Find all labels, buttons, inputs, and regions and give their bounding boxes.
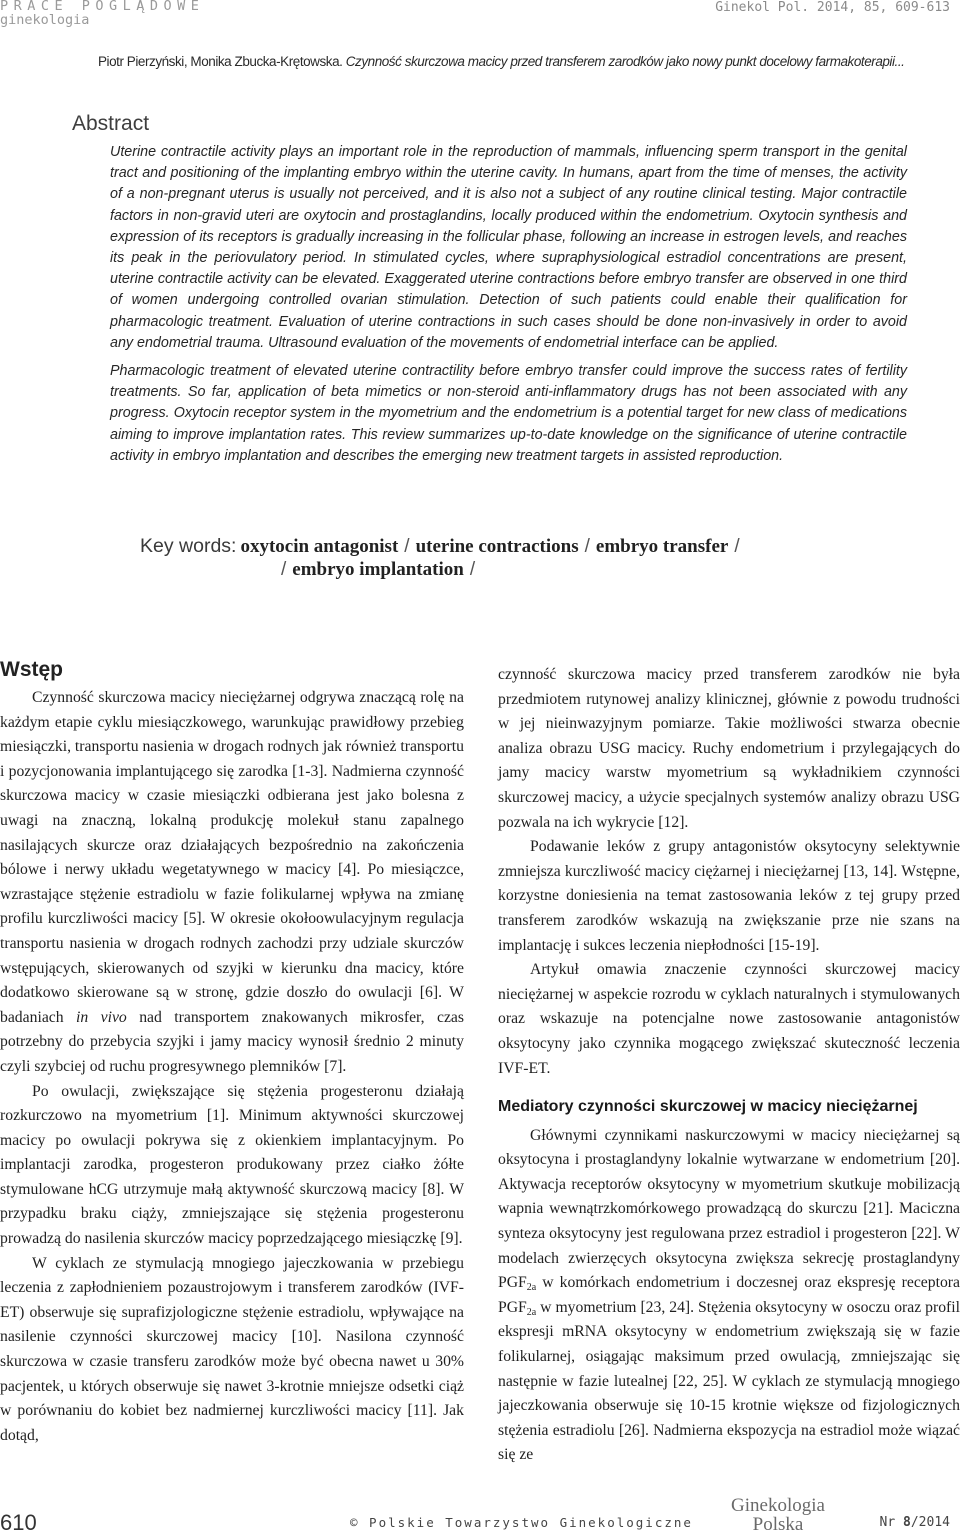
abstract-body <box>110 142 907 467</box>
body-paragraph: Po owulacji, zwiększające się stężenia progesteronu działają rozkurczowo na myometrium [1]. Minimum aktywności skurczowej macicy po owulacji pokrywa się z okienkiem implantacyjnym. Po implantacji zarodka, progesteron produkowany przez ciałko żółte stymulowane hCG utrzymuje małą aktywność skurczową macicy [8]. W przypadku braku ciąży, zmniejszające się stężenia progesteronu prowadzą do nasilenia skurczów macicy poprzedzającego miesiączkę [9]. <box>0 1082 464 1248</box>
subscript: 2a <box>526 1282 537 1294</box>
keyword-term: embryo implantation <box>292 559 464 580</box>
body-paragraph <box>498 1124 960 1468</box>
keyword-term: oxytocin antagonist <box>240 536 399 557</box>
running-header-title: Czynność skurczowa macicy przed transferem zarodków jako nowy punkt docelowy farmakoterapii... <box>342 54 905 69</box>
issue-number <box>880 1515 950 1530</box>
body-paragraph: czynność skurczowa macicy przed transferem zarodków nie była przedmiotem rutynowej analizy klinicznej, głównie z powodu trudności w jej nieinwazyjnym pomiarze. Takie możliwości stwarza obecnie analiza obrazu USG macicy. Ruchy endometrium i przylegających do jamy macicy warstw myometrium są wykładnikiem czynności skurczowej macicy, a użycie specjalnych systemów analizy obrazu USG pozwala na ich wykrycie [12]. <box>498 666 960 831</box>
logo-line: Polska <box>752 1514 804 1535</box>
abstract-paragraph: Pharmacologic treatment of elevated uterine contractility before embryo transfer could improve the success rates of fertility treatments. So far, application of beta mimetics or non-steroid anti-inflammatory drugs has not been associated with any progress. Oxytocin receptor system in the myometrium and the endometrium is a potential target for new class of medications aiming to improve implantation rates. This review summarizes up-to-date knowledge on the significance of uterine contractile activity in embryo implantation and describes the emerging new treatment targets in assisted reproduction. <box>110 363 907 464</box>
body-text: w komórkach endometrium i doczesnej oraz ekspresję receptora PGF <box>498 1274 960 1316</box>
keyword-separator: / <box>584 536 590 557</box>
running-header-authors: Piotr Pierzyński, Monika Zbucka-Krętowska. <box>98 54 343 69</box>
body-text: w myometrium [23, 24]. Stężenia oksytocyny w osoczu oraz profil ekspresji mRNA oksytocyny w endometrium zwiększają się w fazie folikularnej, osiągając maksimum przed owulacją, zmniejszając się następnie w fazie lutealnej [22, 25]. W cyklach ze stymulacją mnogiego jajeczkowania obserwuje się 10-15 krotnie większe od fizjologicznych stężenia estradiolu [26]. Nadmierna ekspozycja na estradiol może wiązać się ze <box>498 1298 960 1464</box>
body-text: Czynność skurczowa macicy nieciężarnej odgrywa znaczącą rolę na każdym etapie cyklu miesiączkowego, warunkując prawidłowy przebieg miesiączki, transportu nasienia w drogach rodnych jak również transportu i pozycjonowania implantującego się zarodka [1-3]. Nadmierna czynność skurczowa macicy w czasie miesiączki odbierana jest jako bolesna z uwagi na znaczną, lokalną produkcję molekuł stanu zapalnego nasilających skurcze oraz działających bezpośrednio na zakończenia bólowe i nerwy układu wegetatywnego w macicy [4]. Po miesiączce, wzrastające stężenie estradiolu w fazie folikularnej wpływa na zmianę profilu kurczliwości macicy [5]. W okresie okołoowulacyjnym regulacja transportu nasienia w drogach rodnych zachodzi przy udziale skurczów wstępujących, skierowanych od szyjki w kierunku dna macicy, które dodatkowo skierowane są w stronę, gdzie doszło do owulacji [6]. W badaniach <box>0 689 464 1026</box>
journal-label: ginekologia <box>0 12 90 28</box>
body-text-italic: in vivo <box>76 1008 127 1026</box>
issue-number-value: 8 <box>903 1515 911 1530</box>
right-column <box>498 663 960 1468</box>
running-header <box>98 54 958 69</box>
body-paragraph: Podawanie leków z grupy antagonistów oksytocyny selektywnie zmniejsza kurczliwość macicy ciężarnej i nieciężarnej [13, 14]. Wstępne, korzystne doniesienia na temat zastosowania leków z tej grupy przed transferem zarodków wskazują na zwiększanie prze nie szans na implantację i sukces leczenia niepłodności [15-19]. <box>498 838 960 954</box>
subscript: 2a <box>526 1306 537 1318</box>
section-heading-introduction: Wstęp <box>0 658 63 681</box>
abstract-paragraph: Uterine contractile activity plays an important role in the reproduction of mammals, influencing sperm transport in the genital tract and positioning of the implanting embryo within the uterine cavity. In humans, apart from the time of menses, the activity of a non-pregnant uterus is usually not perceived, and it is also not a subject of any routine clinical testing. Major contractile factors in non-gravid uteri are oxytocin and prostaglandins, locally produced within the endometrium. Oxytocin synthesis and expression of its receptors is gradually increasing in the follicular phase, following an increase in estrogen levels, and reaches its peak in the periovulatory period. In stimulated cycles, where supraphysiological estradiol concentrations are present, uterine contractile activity can be elevated. Exaggerated uterine contractions before embryo transfer are observed in one third of women undergoing controlled ovarian stimulation. Detection of such patients could enable their qualification for pharmacologic treatment. Evaluation of uterine contractions in such cases should be done non-invasively in order to avoid any endometrial trauma. Ultrasound evaluation of the movements of endometrial interface can be applied. <box>110 144 907 351</box>
page-number: 610 <box>0 1510 37 1535</box>
subsection-heading: Mediatory czynności skurczowej w macicy nieciężarnej <box>498 1098 918 1116</box>
body-text: Głównymi czynnikami naskurczowymi w macicy nieciężarnej są oksytocyna i prostaglandyny lokalnie wytwarzane w endometrium [20]. Aktywacja receptorów oksytocyny w myometrium skutkuje mobilizacją wapnia wewnątrzkomórkowego prowadzącą do skurczu [21]. Maciczna synteza oksytocyny jest regulowana przez estradiol i progesteron [22]. W modelach zwierzęcych oksytocyna zwiększa sekrecję prostaglandyny PGF <box>498 1126 960 1292</box>
issue-year: /2014 <box>910 1515 950 1530</box>
keywords-label: Key words: <box>140 535 237 557</box>
logo-line: Ginekologia <box>731 1495 825 1516</box>
keyword-term: embryo transfer <box>595 536 729 557</box>
keyword-term: uterine contractions <box>415 536 579 557</box>
keyword-separator: / <box>404 536 410 557</box>
keyword-separator: / <box>281 559 287 580</box>
abstract-heading: Abstract <box>72 112 150 135</box>
issue-prefix: Nr <box>879 1515 904 1530</box>
body-text: nad transportem znakowanych mikrosfer, czas potrzebny do przebycia szyjki i jamy macicy wynosił średnio 2 minuty czyli szybciej od ruchu progresywnego plemników [7]. <box>0 1008 464 1075</box>
section-label: PRACE POGLĄDOWE <box>0 0 205 14</box>
keywords <box>140 535 840 580</box>
journal-logo <box>718 1496 838 1534</box>
copyright-notice: © Polskie Towarzystwo Ginekologiczne <box>350 1515 693 1530</box>
left-column <box>0 686 464 1448</box>
body-paragraph: Artykuł omawia znaczenie czynności skurczowej macicy nieciężarnej w aspekcie rozrodu w cyklach naturalnych i stymulowanych oraz wskazuje na potencjalne nowe zastosowanie antagonistów oksytocyny jako czynnika mogącego zwiększać skuteczność leczenia IVF-ET. <box>498 961 960 1077</box>
body-paragraph <box>0 686 464 1080</box>
keyword-separator: / <box>734 536 740 557</box>
keyword-separator: / <box>469 559 476 580</box>
body-paragraph: W cyklach ze stymulacją mnogiego jajeczkowania w przebiegu leczenia z zapłodnieniem pozaustrojowym i transferem zarodków (IVF-ET) obserwuje się suprafizjologiczne stężenie estradiolu, wpływające na nasilenie czynności skurczowej macicy [10]. Nasilona czynność skurczowa w czasie transferu zarodków może być obecna nawet u 30% pacjentek, u których obserwuje się nawet 3-krotnie mniejsze odsetki ciąż w porównaniu do kobiet bez nadmiernej kurczliwości macicy [11]. Jak dotąd, <box>0 1254 464 1444</box>
journal-reference: Ginekol Pol. 2014, 85, 609-613 <box>715 0 950 15</box>
